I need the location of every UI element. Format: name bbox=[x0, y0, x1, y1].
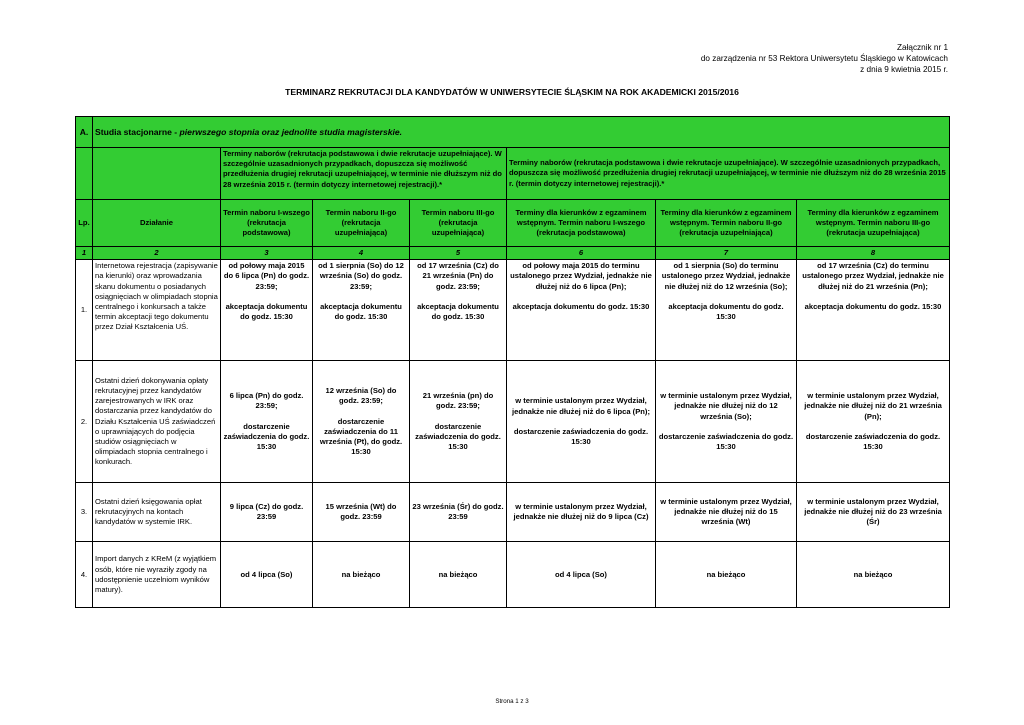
cell-sub: dostarczenie zaświadczenia do godz. 15:30 bbox=[658, 431, 794, 451]
col-number: 2 bbox=[93, 247, 221, 260]
table-row bbox=[76, 361, 950, 483]
cell-main: 21 września (pn) do godz. 23:59; bbox=[422, 391, 494, 411]
notes-empty-lp bbox=[76, 148, 93, 200]
row-action: Ostatni dzień księgowania opłat rekrutacyjnych na kontach kandydatów w systemie IRK. bbox=[93, 483, 221, 542]
row-cell-8 bbox=[797, 361, 950, 483]
document-header bbox=[701, 42, 948, 75]
col-header-5: Termin naboru III-go (rekrutacja uzupełniająca) bbox=[410, 200, 507, 247]
page-number: Strona 1 z 3 bbox=[495, 698, 529, 705]
ordinance-reference: do zarządzenia nr 53 Rektora Uniwersytetu Śląskiego w Katowicach bbox=[700, 54, 948, 63]
row-cell-7 bbox=[656, 260, 797, 361]
row-cell-4 bbox=[313, 361, 410, 483]
document-title: TERMINARZ REKRUTACJI DLA KANDYDATÓW W UNIWERSYTECIE ŚLĄSKIM NA ROK AKADEMICKI 2015/2016 bbox=[285, 87, 739, 97]
row-cell-5: 23 września (Śr) do godz. 23:59 bbox=[410, 483, 507, 542]
section-label: Studia stacjonarne - bbox=[95, 126, 178, 137]
col-header-lp: Lp. bbox=[76, 200, 93, 247]
cell-sub: akceptacja dokumentu do godz. 15:30 bbox=[225, 301, 308, 322]
cell-main: od połowy maja 2015 do 6 lipca (Pn) do godz. 23:59; bbox=[223, 261, 310, 291]
cell-main: 12 września (So) do godz. 23:59; bbox=[325, 386, 397, 406]
row-cell-5: na bieżąco bbox=[410, 542, 507, 608]
cell-sub: akceptacja dokumentu do godz. 15:30 bbox=[668, 301, 784, 322]
notes-row bbox=[76, 148, 950, 200]
cell-sub: akceptacja dokumentu do godz. 15:30 bbox=[417, 301, 499, 322]
notes-empty-action bbox=[93, 148, 221, 200]
col-number: 8 bbox=[797, 247, 950, 260]
row-cell-6: w terminie ustalonym przez Wydział, jednakże nie dłużej niż do 9 lipca (Cz) bbox=[507, 483, 656, 542]
row-lp: 1. bbox=[76, 260, 93, 361]
cell-sub: akceptacja dokumentu do godz. 15:30 bbox=[320, 301, 402, 322]
col-header-6: Terminy dla kierunków z egzaminem wstępnym. Termin naboru I-wszego (rekrutacja podstawowa) bbox=[507, 200, 656, 247]
cell-main: od 1 sierpnia (So) do 12 września (So) do godz. 23:59; bbox=[318, 261, 404, 291]
cell-sub: dostarczenie zaświadczenia do godz. 15:30 bbox=[415, 421, 501, 451]
row-cell-8: w terminie ustalonym przez Wydział, jednakże nie dłużej niż do 23 września (Śr) bbox=[797, 483, 950, 542]
cell-main: od 17 września (Cz) do terminu ustalonego przez Wydział, jednakże nie dłużej niż do 21 września (Pn); bbox=[802, 261, 944, 291]
row-cell-7 bbox=[656, 361, 797, 483]
col-number: 3 bbox=[221, 247, 313, 260]
row-action: Import danych z KReM (z wyjątkiem osób, które nie wyraziły zgody na udostępnienie uczelniom wyników matury). bbox=[93, 542, 221, 608]
row-action: Internetowa rejestracja (zapisywanie na kierunki) oraz wprowadzania skanu dokumentu o posiadanych osiągnięciach w olimpiadach stopnia centralnego i konkursach a także termin akceptacji tego dokumentu przez Dział Kształcenia UŚ. bbox=[93, 260, 221, 361]
notes-right: Terminy naborów (rekrutacja podstawowa i dwie rekrutacje uzupełniające). W szczególnie uzasadnionych przypadkach, dopuszcza się możliwość przedłużenia drugiej rekrutacji uzupełniającej, w terminie nie dłuższym niż do 28 września 2015 r. (termin dotyczy internetowej rejestracji).* bbox=[507, 148, 950, 200]
cell-main: 6 lipca (Pn) do godz. 23:59; bbox=[229, 391, 304, 411]
section-row bbox=[76, 117, 950, 148]
col-number: 1 bbox=[76, 247, 93, 260]
table-row bbox=[76, 483, 950, 542]
row-cell-6 bbox=[507, 361, 656, 483]
column-number-row bbox=[76, 247, 950, 260]
notes-left: Terminy naborów (rekrutacja podstawowa i dwie rekrutacje uzupełniające). W szczególnie uzasadnionych przypadkach, dopuszcza się możliwość przedłużenia drugiej rekrutacji uzupełniającej, w terminie nie dłuższym niż do 28 września 2015 r. (termin dotyczy internetowej rejestracji).* bbox=[221, 148, 507, 200]
col-number: 7 bbox=[656, 247, 797, 260]
col-header-8: Terminy dla kierunków z egzaminem wstępnym. Termin naboru III-go (rekrutacja uzupełniająca) bbox=[797, 200, 950, 247]
row-cell-8: na bieżąco bbox=[797, 542, 950, 608]
row-cell-5 bbox=[410, 260, 507, 361]
column-header-row bbox=[76, 200, 950, 247]
table-row bbox=[76, 260, 950, 361]
cell-sub: akceptacja dokumentu do godz. 15:30 bbox=[512, 301, 650, 311]
row-cell-3: od 4 lipca (So) bbox=[221, 542, 313, 608]
row-cell-5 bbox=[410, 361, 507, 483]
row-cell-8 bbox=[797, 260, 950, 361]
col-number: 4 bbox=[313, 247, 410, 260]
ordinance-date: z dnia 9 kwietnia 2015 r. bbox=[860, 65, 948, 74]
cell-main: w terminie ustalonym przez Wydział, jednakże nie dłużej niż do 21 września (Pn); bbox=[804, 391, 942, 421]
row-lp: 2. bbox=[76, 361, 93, 483]
col-header-4: Termin naboru II-go (rekrutacja uzupełniająca) bbox=[313, 200, 410, 247]
row-lp: 4. bbox=[76, 542, 93, 608]
row-cell-3: 9 lipca (Cz) do godz. 23:59 bbox=[221, 483, 313, 542]
cell-main: od 17 września (Cz) do 21 września (Pn) do godz. 23:59; bbox=[417, 261, 499, 291]
cell-sub: dostarczenie zaświadczenia do godz. 15:30 bbox=[223, 421, 310, 451]
row-action: Ostatni dzień dokonywania opłaty rekrutacyjnej przez kandydatów zarejestrowanych w IRK oraz dostarczania przez kandydatów do Działu Kształcenia UŚ zaświadczeń o uprawniających do podjęcia studiów osiągnięciach w olimpiadach stopnia centralnego i konkurach. bbox=[93, 361, 221, 483]
schedule-table bbox=[75, 116, 950, 608]
attachment-number: Załącznik nr 1 bbox=[897, 43, 948, 52]
row-cell-3 bbox=[221, 260, 313, 361]
cell-sub: dostarczenie zaświadczenia do 11 września (Pt), do godz. 15:30 bbox=[319, 416, 403, 457]
section-title bbox=[93, 117, 950, 148]
row-lp: 3. bbox=[76, 483, 93, 542]
section-letter: A. bbox=[76, 117, 93, 148]
row-cell-7: na bieżąco bbox=[656, 542, 797, 608]
col-number: 5 bbox=[410, 247, 507, 260]
col-header-action: Działanie bbox=[93, 200, 221, 247]
row-cell-6 bbox=[507, 260, 656, 361]
cell-sub: akceptacja dokumentu do godz. 15:30 bbox=[804, 301, 942, 311]
cell-main: w terminie ustalonym przez Wydział, jednakże nie dłużej niż do 12 września (So); bbox=[660, 391, 792, 421]
section-label-italic: pierwszego stopnia oraz jednolite studia magisterskie. bbox=[177, 126, 403, 137]
row-cell-4: na bieżąco bbox=[313, 542, 410, 608]
row-cell-7: w terminie ustalonym przez Wydział, jednakże nie dłużej niż do 15 września (Wt) bbox=[656, 483, 797, 542]
row-cell-4: 15 września (Wt) do godz. 23:59 bbox=[313, 483, 410, 542]
cell-sub: dostarczenie zaświadczenia do godz. 15:30 bbox=[513, 426, 649, 446]
col-number: 6 bbox=[507, 247, 656, 260]
table-row bbox=[76, 542, 950, 608]
col-header-7: Terminy dla kierunków z egzaminem wstępnym. Termin naboru II-go (rekrutacja uzupełniająca) bbox=[656, 200, 797, 247]
row-cell-4 bbox=[313, 260, 410, 361]
row-cell-3 bbox=[221, 361, 313, 483]
cell-main: od 1 sierpnia (So) do terminu ustalonego przez Wydział, jednakże nie dłużej niż do 12 września (So); bbox=[661, 261, 791, 291]
cell-main: od połowy maja 2015 do terminu ustalonego przez Wydział, jednakże nie dłużej niż do 6 lipca (Pn); bbox=[510, 261, 652, 291]
col-header-3: Termin naboru I-wszego (rekrutacja podstawowa) bbox=[221, 200, 313, 247]
cell-main: w terminie ustalonym przez Wydział, jednakże nie dłużej niż do 6 lipca (Pn); bbox=[512, 396, 650, 416]
cell-sub: dostarczenie zaświadczenia do godz. 15:30 bbox=[805, 431, 941, 451]
row-cell-6: od 4 lipca (So) bbox=[507, 542, 656, 608]
